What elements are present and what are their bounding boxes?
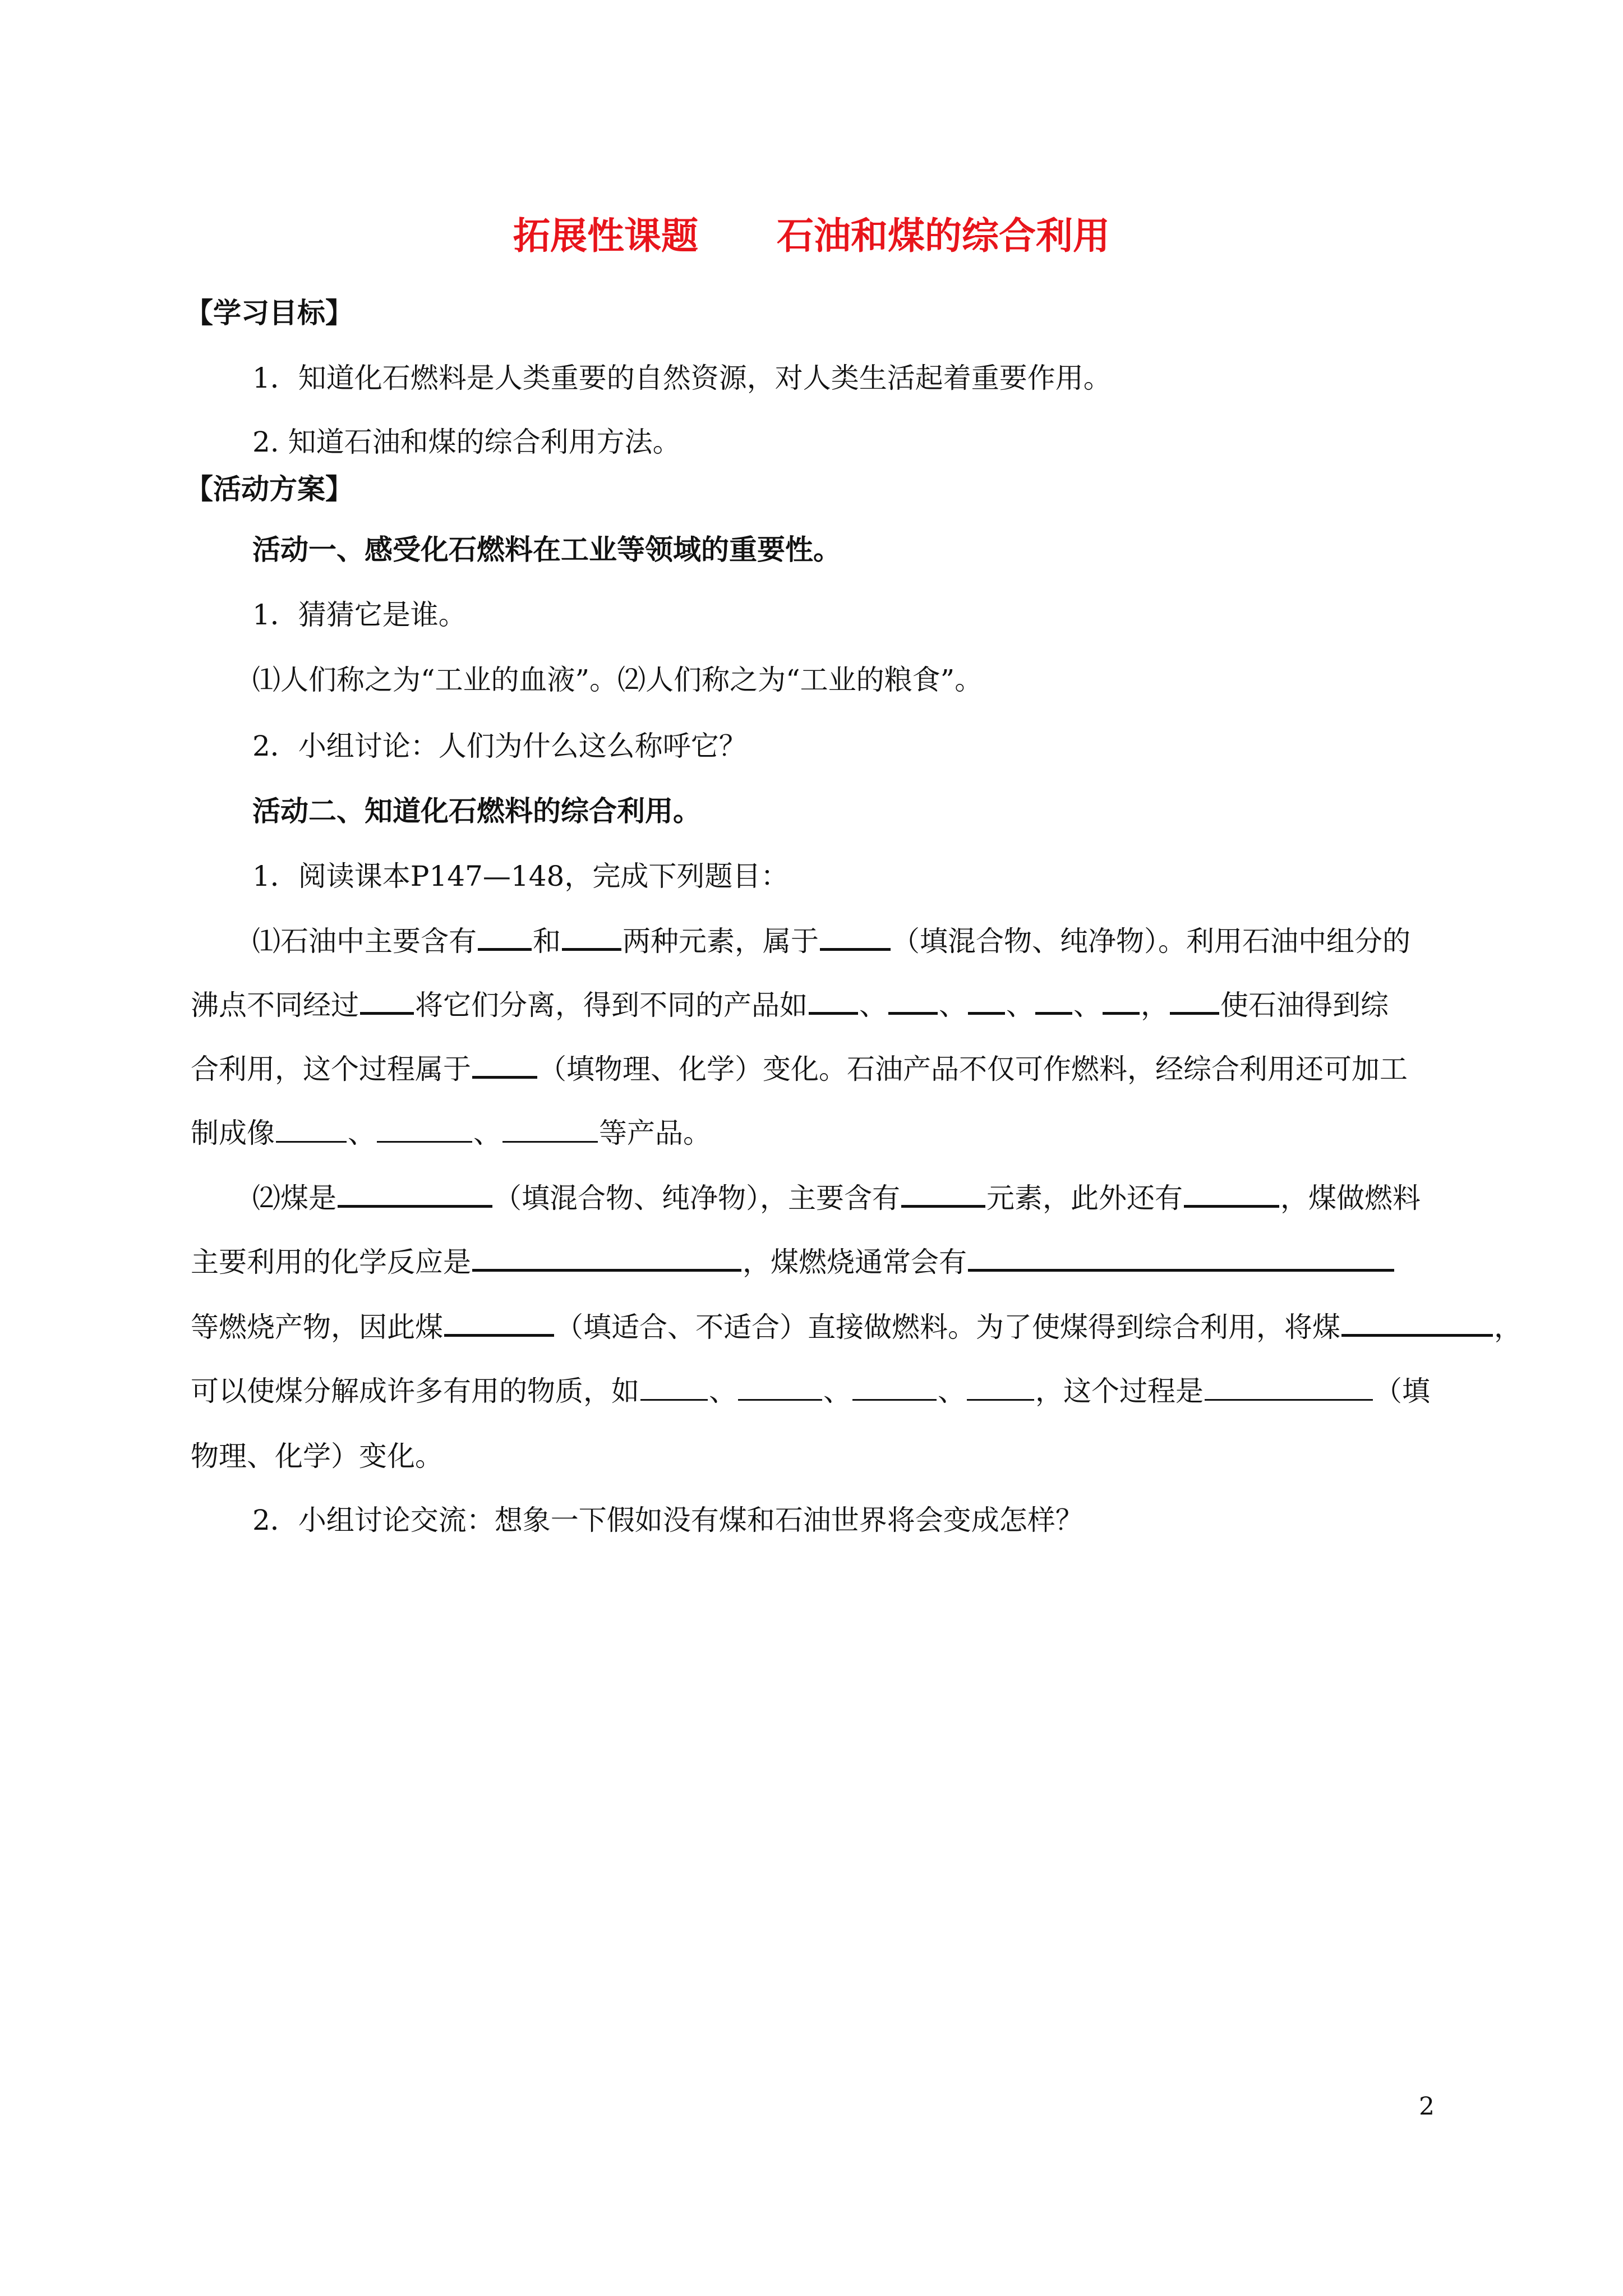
text-segment: 制成像: [191, 1117, 275, 1149]
text-segment: 使石油得到综: [1220, 989, 1389, 1022]
answer-blank[interactable]: [640, 1374, 708, 1401]
answer-blank[interactable]: [377, 1116, 472, 1143]
answer-blank[interactable]: [478, 923, 532, 951]
text-segment: 元素，此外还有: [986, 1182, 1183, 1214]
answer-blank[interactable]: [1205, 1374, 1373, 1401]
text-segment: 、: [859, 989, 887, 1022]
text-segment: （填混合物、纯净物）。利用石油中组分的: [892, 925, 1410, 958]
answer-blank[interactable]: [1103, 987, 1140, 1015]
text-segment: ⑵煤是: [252, 1182, 336, 1214]
answer-blank[interactable]: [967, 1374, 1034, 1401]
coal-line-4: [191, 1373, 1430, 1409]
answer-blank[interactable]: [901, 1180, 985, 1208]
text-segment: （填物理、化学）变化。石油产品不仅可作燃料，经综合利用还可加工: [538, 1053, 1408, 1085]
text-segment: 、: [823, 1375, 851, 1407]
text-segment: ，煤做燃料: [1280, 1182, 1421, 1214]
text-segment: 、: [348, 1117, 376, 1149]
text-segment: 和: [533, 925, 561, 958]
answer-blank[interactable]: [888, 987, 938, 1015]
activity1-heading: 活动一、感受化石燃料在工业等领域的重要性。: [252, 533, 841, 566]
coal-line-5: 物理、化学）变化。: [191, 1440, 443, 1473]
answer-blank[interactable]: [809, 987, 858, 1015]
text-segment: （填混合物、纯净物），主要含有: [494, 1182, 900, 1214]
text-segment: 两种元素，属于: [623, 925, 819, 958]
activity1-question-1: 1．猜猜它是谁。: [252, 599, 467, 631]
text-segment: 合利用，这个过程属于: [191, 1053, 471, 1085]
answer-blank[interactable]: [852, 1374, 937, 1401]
text-segment: ，: [1141, 989, 1169, 1022]
text-segment: ，: [1494, 1311, 1522, 1343]
title-part1: 拓展性课题: [513, 214, 698, 257]
answer-blank[interactable]: [1035, 987, 1072, 1015]
answer-blank[interactable]: [360, 987, 414, 1015]
answer-blank[interactable]: [820, 923, 891, 951]
answer-blank[interactable]: [338, 1180, 492, 1208]
answer-blank[interactable]: [1341, 1309, 1493, 1337]
text-segment: ，这个过程是: [1035, 1375, 1204, 1407]
text-segment: 、: [473, 1117, 501, 1149]
answer-blank[interactable]: [444, 1309, 554, 1337]
activity2-question-2: 2．小组讨论交流：想象一下假如没有煤和石油世界将会变成怎样？: [252, 1504, 1083, 1536]
text-segment: 、: [1073, 989, 1101, 1022]
text-segment: ⑴石油中主要含有: [252, 925, 477, 958]
petroleum-line-2: [191, 987, 1389, 1023]
text-segment: 可以使煤分解成许多有用的物质，如: [191, 1375, 639, 1407]
activity1-question-2: 2．小组讨论：人们为什么这么称呼它？: [252, 730, 747, 762]
answer-blank[interactable]: [502, 1116, 598, 1143]
objectives-heading: 【学习目标】: [185, 296, 353, 329]
objective-item-1: 1．知道化石燃料是人类重要的自然资源，对人类生活起着重要作用。: [252, 362, 1112, 394]
coal-line-2: [191, 1244, 1395, 1280]
answer-blank[interactable]: [968, 1244, 1394, 1272]
text-segment: 等燃烧产物，因此煤: [191, 1311, 443, 1343]
activity2-heading: 活动二、知道化石燃料的综合利用。: [252, 794, 701, 827]
answer-blank[interactable]: [968, 987, 1005, 1015]
text-segment: 、: [939, 989, 967, 1022]
text-segment: 等产品。: [599, 1117, 711, 1149]
activity2-question-1: 1．阅读课本P147—148，完成下列题目：: [252, 860, 789, 892]
petroleum-line-4: [191, 1115, 711, 1151]
page-number: 2: [1419, 2092, 1435, 2121]
text-segment: （填适合、不适合）直接做燃料。为了使煤得到综合利用，将煤: [555, 1311, 1340, 1343]
answer-blank[interactable]: [276, 1116, 347, 1143]
text-segment: 主要利用的化学反应是: [191, 1246, 471, 1278]
page-title: [0, 212, 1623, 259]
text-segment: ，煤燃烧通常会有: [743, 1246, 967, 1278]
activity1-question-1-detail: ⑴人们称之为“工业的血液”。⑵人们称之为“工业的粮食”。: [252, 664, 983, 696]
text-segment: 、: [709, 1375, 737, 1407]
petroleum-line-3: [191, 1051, 1408, 1087]
objective-item-2: 2. 知道石油和煤的综合利用方法。: [252, 426, 681, 458]
petroleum-line-1: [252, 923, 1410, 959]
text-segment: 、: [1006, 989, 1034, 1022]
text-segment: 、: [938, 1375, 966, 1407]
title-part2: 石油和煤的综合利用: [777, 214, 1110, 257]
coal-line-3: [191, 1309, 1522, 1345]
text-segment: 沸点不同经过: [191, 989, 359, 1022]
answer-blank[interactable]: [562, 923, 621, 951]
coal-line-1: [252, 1180, 1421, 1216]
text-segment: 将它们分离，得到不同的产品如: [415, 989, 808, 1022]
answer-blank[interactable]: [1184, 1180, 1279, 1208]
answer-blank[interactable]: [472, 1244, 741, 1272]
plan-heading: 【活动方案】: [185, 472, 353, 505]
answer-blank[interactable]: [738, 1374, 822, 1401]
answer-blank[interactable]: [1170, 987, 1219, 1015]
answer-blank[interactable]: [472, 1051, 537, 1079]
text-segment: （填: [1374, 1375, 1430, 1407]
